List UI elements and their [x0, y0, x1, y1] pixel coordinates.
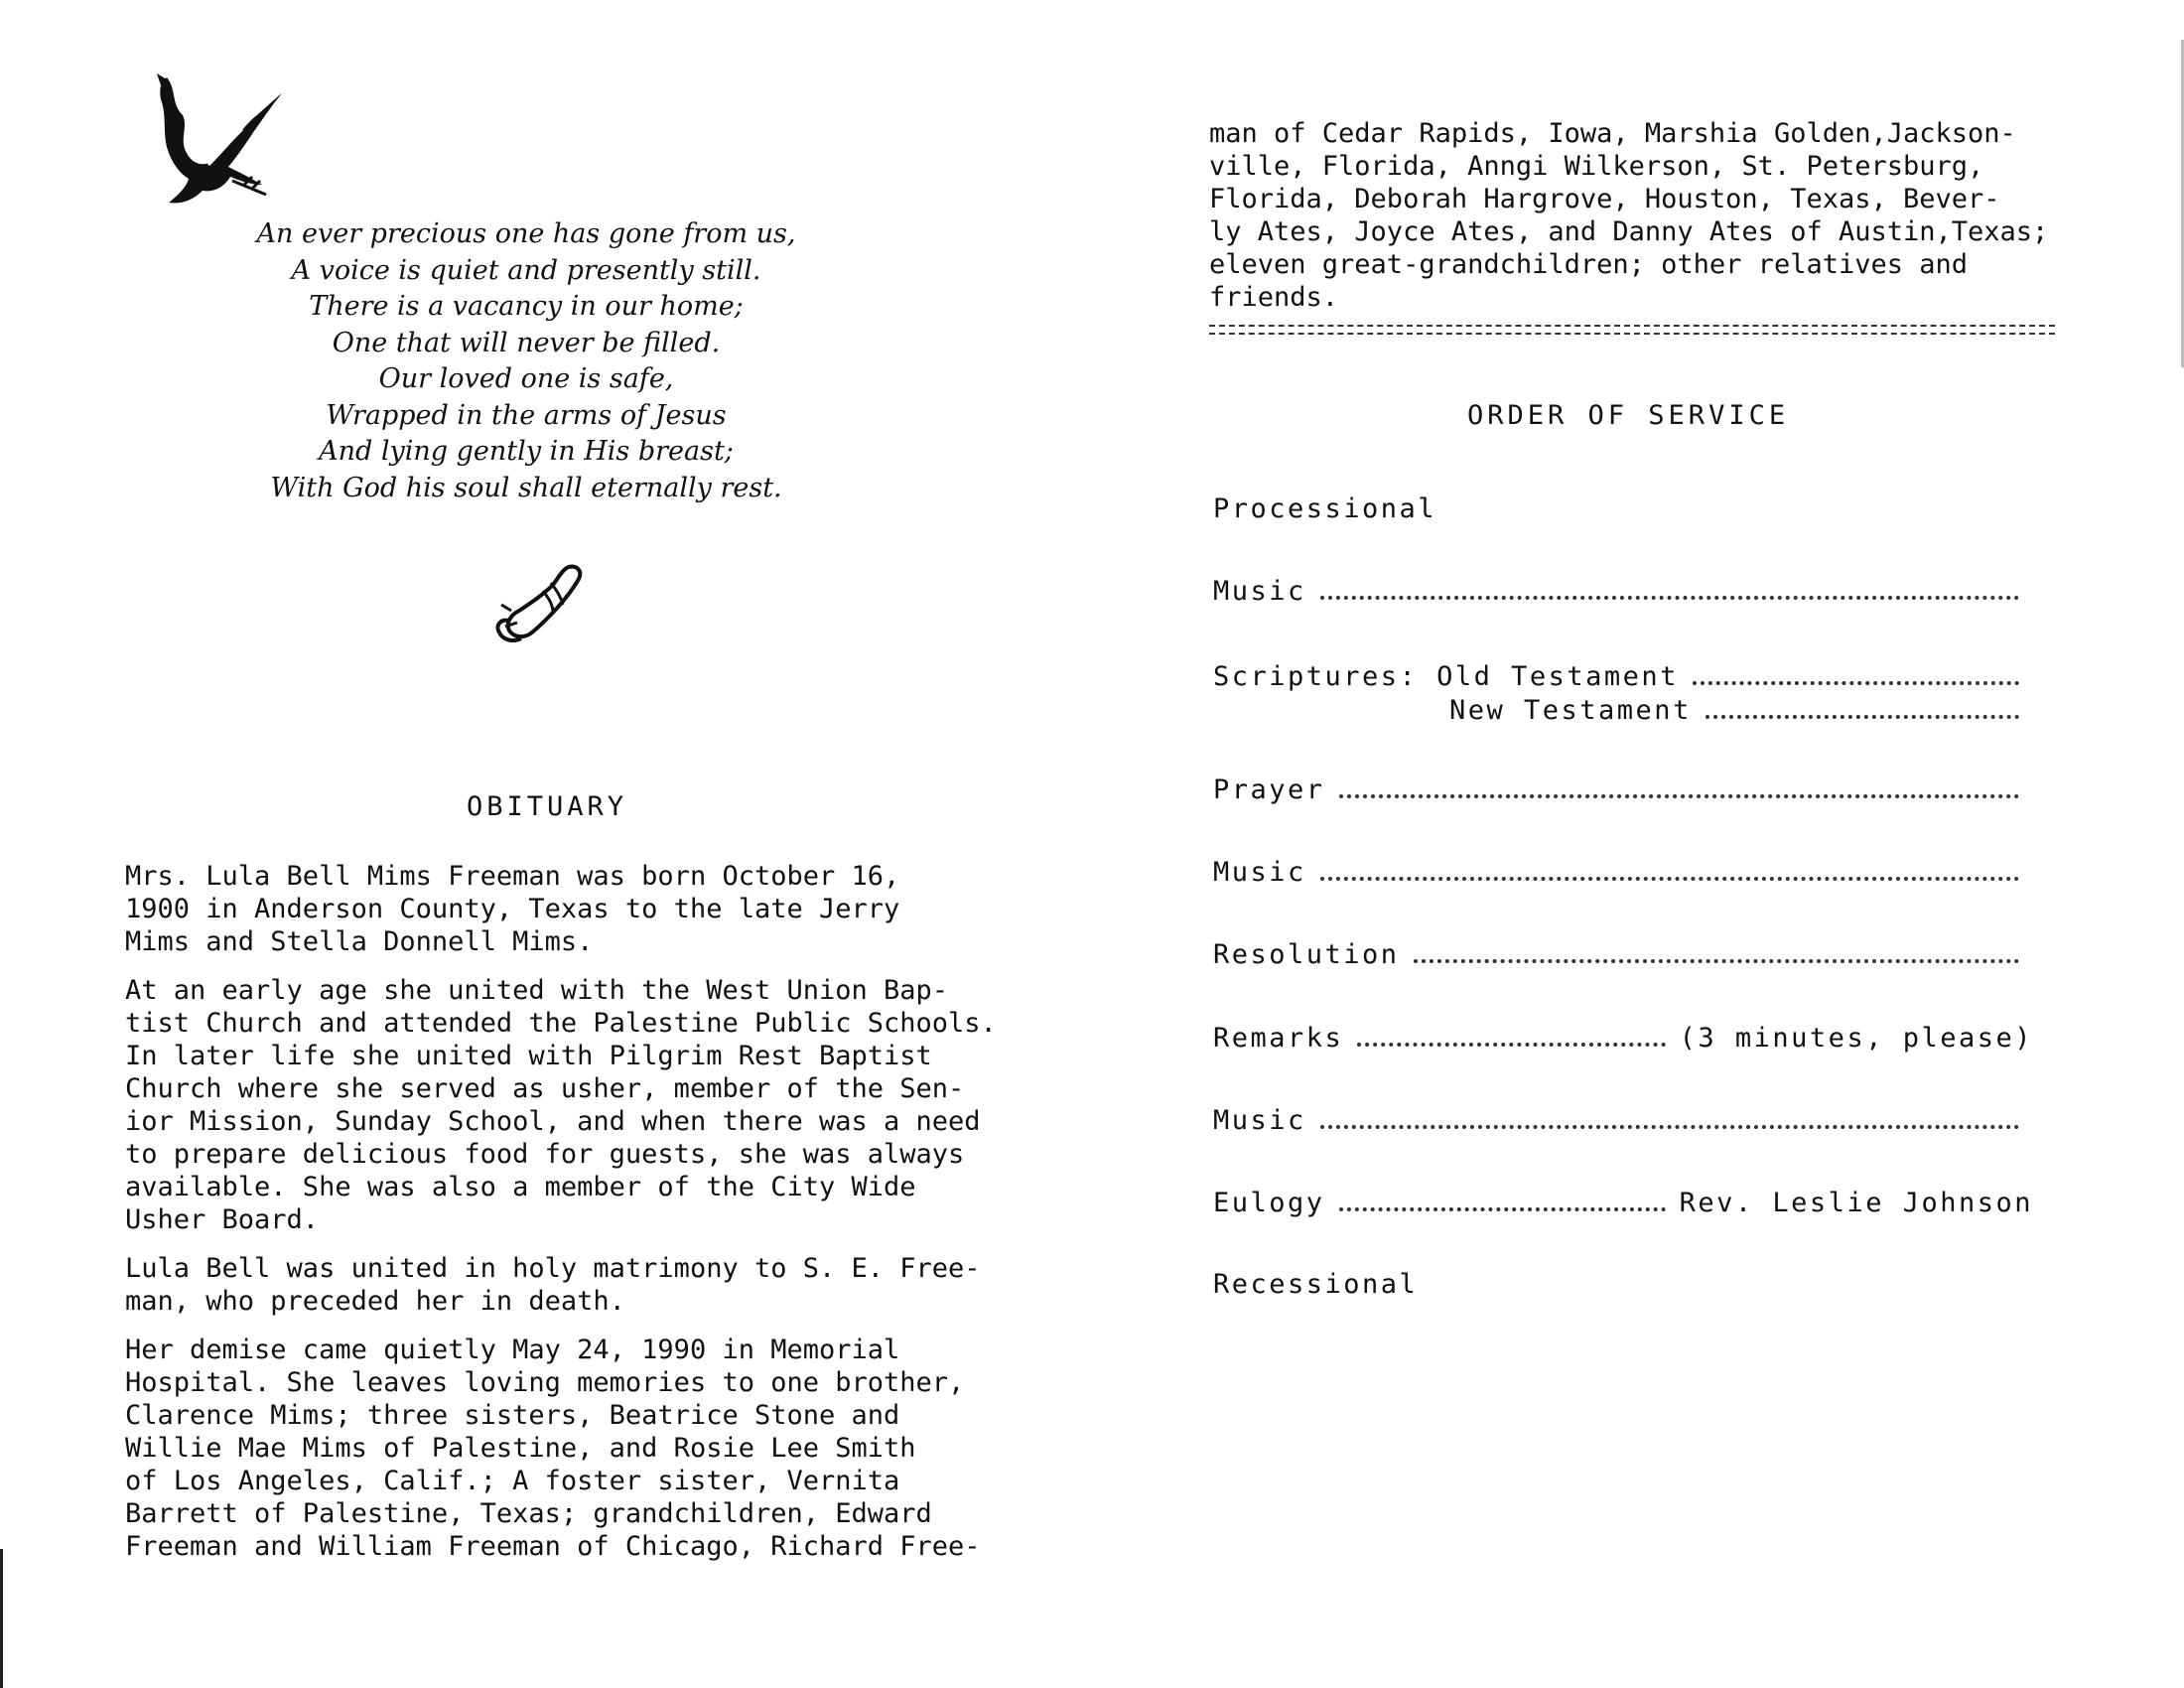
leader-dots — [1693, 681, 2019, 685]
service-item-music — [1213, 1105, 2033, 1136]
service-item-label: Music — [1213, 1105, 1306, 1136]
poem-line: And lying gently in His breast; — [319, 436, 734, 467]
leader-dots — [1706, 715, 2019, 719]
poem-line: An ever precious one has gone from us, — [256, 218, 796, 249]
obituary-paragraph: At an early age she united with the West Union Bap- tist Church and attended the Palestine Public Schools. In later life she united with Pilgrim Rest Baptist Church where she served as usher, member of the Sen- ior Mission, Sunday School, and when there was a need to prepare delicious food for guests, she was always available. She was also a member of the City Wide Usher Board. — [125, 975, 997, 1235]
memorial-poem — [248, 216, 804, 506]
service-item-remarks — [1213, 1023, 2033, 1054]
service-item-eulogy — [1213, 1188, 2033, 1218]
obituary-heading: OBITUARY — [467, 791, 628, 822]
service-item-scriptures-old — [1213, 661, 2033, 692]
leader-dots — [1339, 1207, 1666, 1211]
leader-dots — [1414, 959, 2019, 963]
obituary-continued: man of Cedar Rapids, Iowa, Marshia Golden,Jackson- ville, Florida, Anngi Wilkerson, St. Petersburg, Florida, Deborah Hargrove, Houston, Texas, Bever- ly Ates, Joyce Ates, and Danny Ates of Austin,Texas; eleven great-grandchildren; other relatives and friends. — [1209, 118, 2049, 313]
poem-line: There is a vacancy in our home; — [309, 291, 744, 322]
poem-line: A voice is quiet and presently still. — [291, 254, 761, 286]
obituary-paragraph: Her demise came quietly May 24, 1990 in Memorial Hospital. She leaves loving memories to one brother, Clarence Mims; three sisters, Beatrice Stone and Willie Mae Mims of Palestine, and Rosie Lee Smith of Los Angeles, Calif.; A foster sister, Vernita Barrett of Palestine, Texas; grandchildren, Edward Freeman and William Freeman of Chicago, Richard Free- — [125, 1335, 981, 1562]
double-rule-divider — [1209, 323, 2055, 338]
service-item-label: Processional — [1213, 493, 1437, 524]
obituary-text — [125, 860, 1038, 1579]
service-item-label: Recessional — [1213, 1269, 1419, 1300]
service-item-value: (3 minutes, please) — [1679, 1023, 2033, 1054]
service-item-resolution — [1213, 939, 2033, 970]
service-item-prayer — [1213, 774, 2033, 805]
scan-edge-mark — [0, 1549, 3, 1688]
service-item-label: New Testament — [1449, 695, 1692, 726]
service-item-music — [1213, 576, 2033, 607]
poem-line: One that will never be filled. — [332, 327, 721, 358]
order-of-service-heading: ORDER OF SERVICE — [1467, 400, 1790, 431]
dove-icon — [149, 70, 288, 218]
service-item-value: Rev. Leslie Johnson — [1679, 1188, 2033, 1218]
service-item-processional — [1213, 493, 2033, 524]
service-item-music — [1213, 857, 2033, 888]
service-item-label: Remarks — [1213, 1023, 1344, 1054]
service-item-label: Music — [1213, 576, 1306, 607]
obituary-paragraph: Lula Bell was united in holy matrimony to S. E. Free- man, who preceded her in death. — [125, 1253, 981, 1317]
leader-dots — [1357, 1043, 1665, 1047]
service-item-label: Resolution — [1213, 939, 1400, 970]
service-item-scriptures-new — [1449, 695, 2033, 726]
leader-dots — [1320, 596, 2019, 600]
poem-line: Wrapped in the arms of Jesus — [326, 399, 727, 431]
leader-dots — [1339, 794, 2019, 798]
leader-dots — [1320, 877, 2019, 881]
service-item-label: Prayer — [1213, 774, 1325, 805]
poem-line: With God his soul shall eternally rest. — [270, 472, 782, 503]
service-item-label: Eulogy — [1213, 1188, 1325, 1218]
poem-line: Our loved one is safe, — [378, 363, 674, 394]
praying-hands-icon — [491, 561, 591, 645]
service-item-label: Scriptures: Old Testament — [1213, 661, 1679, 692]
leader-dots — [1320, 1125, 2019, 1129]
service-item-recessional — [1213, 1269, 2033, 1300]
obituary-paragraph: Mrs. Lula Bell Mims Freeman was born October 16, 1900 in Anderson County, Texas to the late Jerry Mims and Stella Donnell Mims. — [125, 861, 900, 957]
service-item-label: Music — [1213, 857, 1306, 888]
